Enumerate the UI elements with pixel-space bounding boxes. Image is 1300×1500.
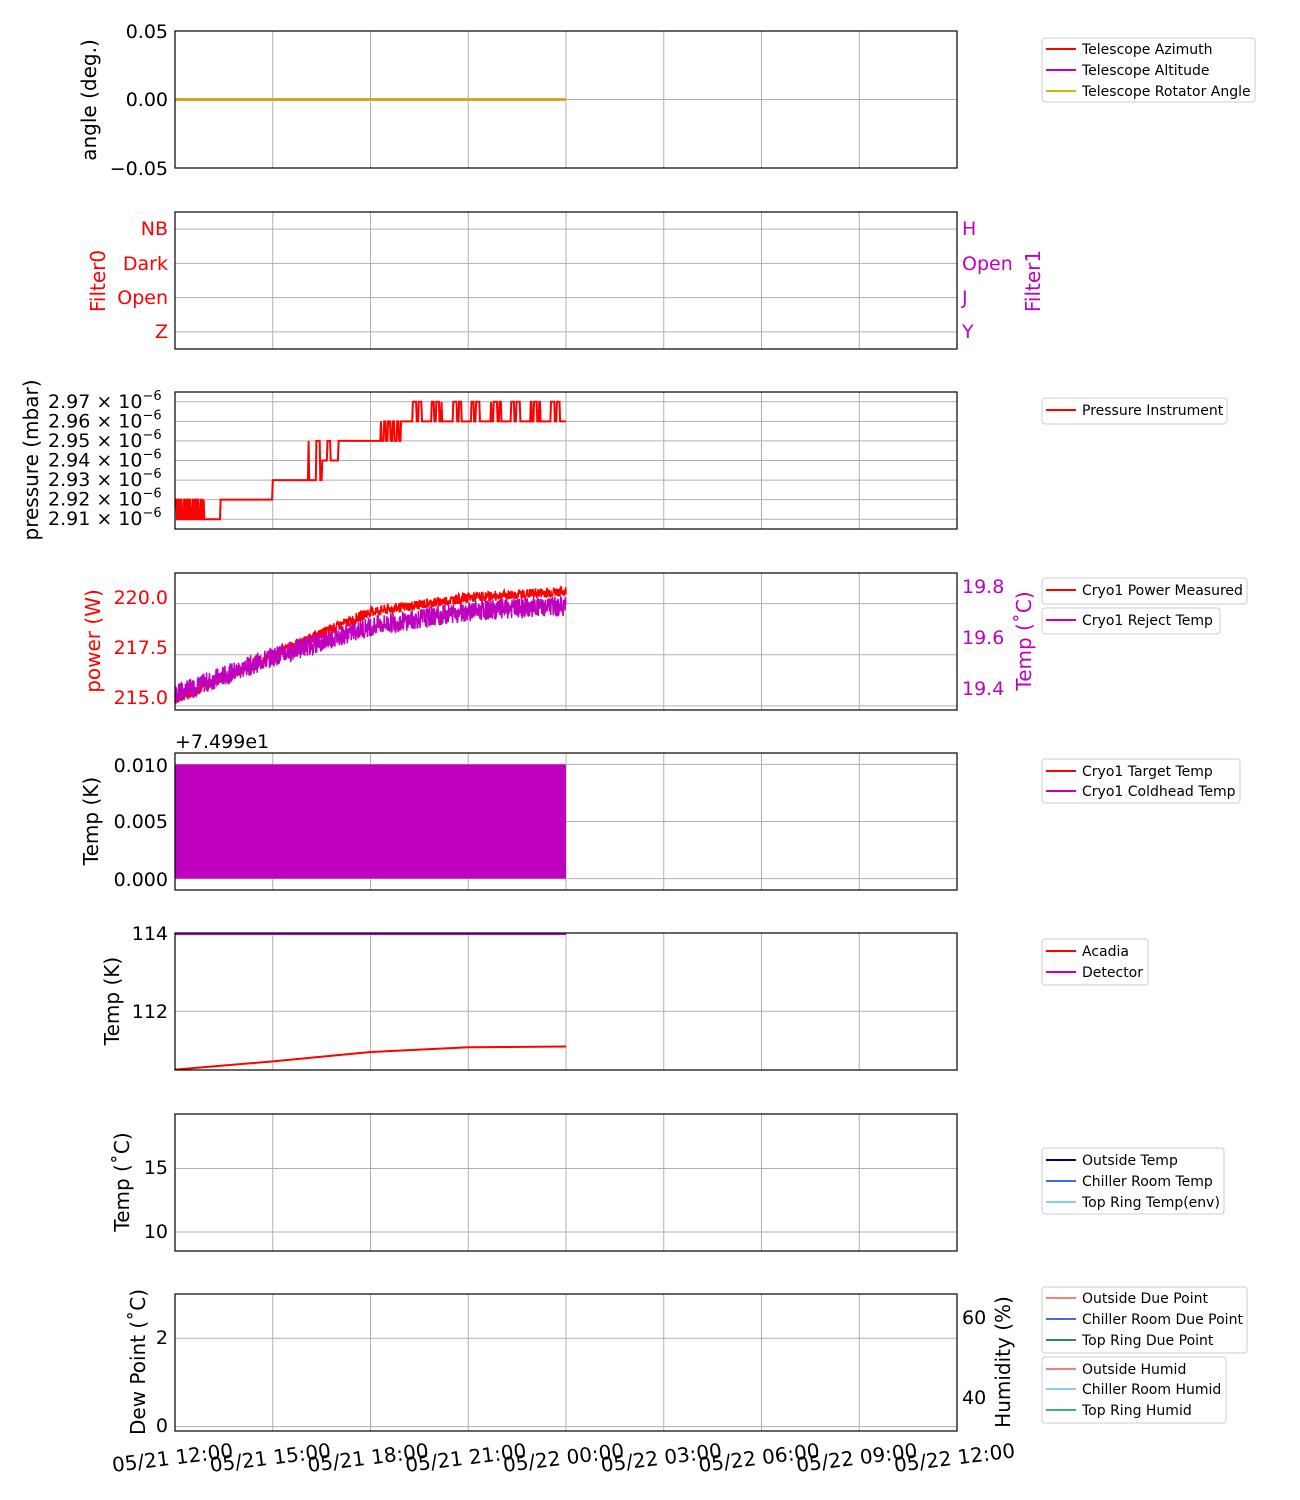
pressure-ytick: $2.92 \times 10^{-6}$ — [48, 486, 162, 511]
legend-cryo1-reject: Cryo1 Reject Temp — [1082, 613, 1213, 629]
legend-acadia: Acadia — [1082, 944, 1129, 960]
filter1-tick-y: Y — [962, 321, 974, 343]
pressure-ytick: $2.97 \times 10^{-6}$ — [48, 388, 162, 413]
legend-outside-humid: Outside Humid — [1082, 1362, 1187, 1378]
detector-tick-112: 112 — [131, 1001, 168, 1023]
panel-filters-grid — [175, 212, 957, 349]
panel-dew-humidity — [126, 1287, 1247, 1437]
angle-ytick-top: 0.05 — [125, 21, 168, 43]
pressure-legend — [1042, 398, 1227, 424]
x-tick-label: 05/21 12:00 — [110, 1438, 235, 1477]
cryo-temp-tick-0005: 0.005 — [113, 811, 168, 833]
legend-cryo1-power: Cryo1 Power Measured — [1082, 583, 1243, 599]
env-temp-ylabel: Temp (˚C) — [110, 1132, 134, 1232]
reject-tick-196: 19.6 — [962, 627, 1005, 649]
legend-chiller-room-temp: Chiller Room Temp — [1082, 1174, 1213, 1190]
power-tick-2175: 217.5 — [113, 637, 168, 659]
filter0-ylabel: Filter0 — [86, 249, 110, 313]
legend-telescope-azimuth: Telescope Azimuth — [1082, 42, 1213, 58]
panel-env-temp — [110, 1114, 1224, 1251]
angle-ytick-mid: 0.00 — [125, 89, 168, 111]
legend-top-ring-humid: Top Ring Humid — [1082, 1403, 1192, 1419]
filter0-tick-nb: NB — [140, 218, 168, 240]
pressure-ytick: $2.93 \times 10^{-6}$ — [48, 467, 162, 492]
coldhead-band — [175, 764, 566, 878]
pressure-yticks — [48, 389, 162, 530]
x-tick-label: 05/21 15:00 — [208, 1438, 333, 1477]
panel-cryo-temp — [79, 731, 1240, 891]
legend-cryo1-coldhead: Cryo1 Coldhead Temp — [1082, 784, 1236, 800]
env-temp-tick-10: 10 — [143, 1221, 168, 1243]
pressure-ylabel: pressure (mbar) — [19, 379, 43, 541]
legend-telescope-altitude: Telescope Altitude — [1082, 63, 1210, 79]
env-temp-tick-15: 15 — [143, 1157, 168, 1179]
pressure-ytick: $2.95 \times 10^{-6}$ — [48, 427, 162, 452]
filter0-tick-dark: Dark — [122, 253, 168, 275]
legend-cryo1-target: Cryo1 Target Temp — [1082, 764, 1213, 780]
x-tick-label: 05/22 03:00 — [599, 1438, 724, 1477]
detector-legend — [1042, 939, 1148, 985]
detector-ylabel: Temp (K) — [100, 956, 124, 1046]
detector-tick-114: 114 — [131, 923, 168, 945]
pressure-ytick: $2.91 \times 10^{-6}$ — [48, 506, 162, 531]
panel-env-temp-grid — [175, 1114, 957, 1251]
x-tick-label: 05/22 06:00 — [697, 1438, 821, 1477]
cryo-power-legend — [1042, 578, 1247, 634]
legend-chiller-due-point: Chiller Room Due Point — [1082, 1312, 1243, 1328]
env-temp-legend — [1042, 1148, 1224, 1214]
power-ylabel: power (W) — [81, 589, 105, 693]
power-tick-220: 220.0 — [113, 587, 168, 609]
reject-tick-194: 19.4 — [962, 678, 1005, 700]
filter0-tick-open: Open — [117, 287, 168, 309]
humidity-tick-60: 60 — [962, 1307, 987, 1329]
panel-cryo-power — [81, 573, 1247, 710]
panel-pressure — [19, 379, 1227, 540]
angle-legend — [1042, 38, 1255, 102]
dew-ylabel: Dew Point (˚C) — [126, 1288, 150, 1436]
filter1-tick-h: H — [962, 218, 977, 240]
filter1-tick-j: J — [962, 287, 968, 309]
x-axis-ticks — [111, 1438, 1017, 1477]
dew-tick-0: 0 — [155, 1415, 168, 1437]
angle-ytick-bottom: −0.05 — [109, 158, 168, 180]
cryo-temp-ylabel: Temp (K) — [79, 776, 103, 866]
legend-detector: Detector — [1082, 965, 1144, 981]
filter1-ylabel: Filter1 — [1021, 249, 1045, 313]
x-tick-label: 05/21 21:00 — [403, 1438, 528, 1477]
legend-outside-temp: Outside Temp — [1082, 1153, 1178, 1169]
reject-ylabel: Temp (˚C) — [1012, 591, 1036, 691]
x-tick-label: 05/22 00:00 — [501, 1438, 626, 1477]
panel-detector — [100, 923, 1148, 1070]
legend-telescope-rotator: Telescope Rotator Angle — [1082, 84, 1251, 100]
pressure-ytick: $2.96 \times 10^{-6}$ — [48, 408, 162, 433]
filter1-tick-open: Open — [962, 253, 1013, 275]
panel-detector-grid — [175, 933, 957, 1070]
legend-chiller-humid: Chiller Room Humid — [1082, 1382, 1222, 1398]
pressure-ytick: $2.94 \times 10^{-6}$ — [48, 447, 162, 472]
cryo-temp-tick-0010: 0.010 — [113, 755, 168, 777]
panel-pressure-grid — [175, 392, 957, 529]
x-tick-label: 05/21 18:00 — [306, 1438, 430, 1477]
power-tick-215: 215.0 — [113, 687, 168, 709]
panel-dew-humidity-grid — [175, 1294, 957, 1431]
x-tick-label: 05/22 12:00 — [892, 1438, 1017, 1477]
legend-top-ring-due-point: Top Ring Due Point — [1082, 1333, 1214, 1349]
humid-legend — [1042, 1357, 1226, 1423]
x-tick-label: 05/22 09:00 — [794, 1438, 919, 1477]
filter0-tick-z: Z — [154, 321, 168, 343]
legend-top-ring-temp: Top Ring Temp(env) — [1082, 1195, 1220, 1211]
angle-ylabel: angle (deg.) — [77, 39, 101, 161]
cryo-temp-offset: +7.499e1 — [175, 731, 270, 753]
legend-pressure-instrument: Pressure Instrument — [1082, 403, 1224, 419]
dew-legend — [1042, 1287, 1247, 1353]
cryo-temp-tick-0000: 0.000 — [113, 869, 168, 891]
dew-tick-2: 2 — [155, 1327, 168, 1349]
humidity-tick-40: 40 — [962, 1387, 987, 1409]
humidity-ylabel: Humidity (%) — [991, 1296, 1015, 1428]
cryo-temp-legend — [1042, 759, 1240, 803]
panel-angle — [77, 21, 1255, 180]
reject-tick-198: 19.8 — [962, 576, 1005, 598]
legend-outside-due-point: Outside Due Point — [1082, 1291, 1208, 1307]
panel-filters — [86, 212, 1045, 349]
